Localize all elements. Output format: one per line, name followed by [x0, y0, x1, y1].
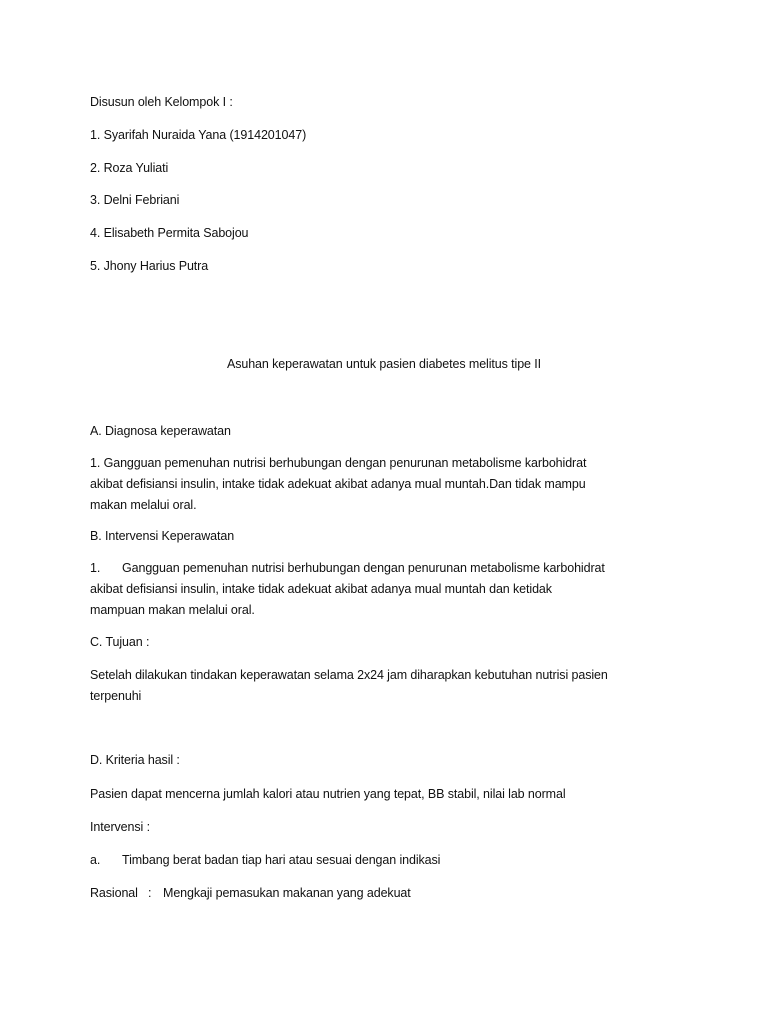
intervensi-item-text: Timbang berat badan tiap hari atau sesuai dengan indikasi [122, 853, 441, 867]
intervensi-heading: Intervensi : [90, 820, 150, 834]
section-b-item [90, 558, 610, 621]
author-item-2: 2. Roza Yuliati [90, 161, 169, 175]
section-c-text: Setelah dilakukan tindakan keperawatan selama 2x24 jam diharapkan kebutuhan nutrisi pasien terpenuhi [90, 668, 608, 703]
section-b-item-text: Gangguan pemenuhan nutrisi berhubungan dengan penurunan metabolisme karbohidrat akibat defisiansi insulin, intake tidak adekuat akibat adanya mual muntah dan ketidak mampuan makan melalui oral. [90, 561, 605, 617]
author-item-1: 1. Syarifah Nuraida Yana (1914201047) [90, 128, 307, 142]
intervensi-item-a [90, 850, 440, 871]
rasional-line [90, 883, 411, 904]
author-item-5: 5. Jhony Harius Putra [90, 259, 209, 273]
document-title: Asuhan keperawatan untuk pasien diabetes melitus tipe II [226, 357, 542, 371]
author-item-4: 4. Elisabeth Permita Sabojou [90, 226, 249, 240]
section-a-heading: A. Diagnosa keperawatan [90, 424, 231, 438]
rasional-label: Rasional : [90, 886, 152, 900]
section-d-text: Pasien dapat mencerna jumlah kalori atau nutrien yang tepat, BB stabil, nilai lab normal [90, 787, 566, 801]
intervensi-item-letter: a. [90, 853, 101, 867]
rasional-text: Mengkaji pemasukan makanan yang adekuat [163, 886, 411, 900]
section-b-heading: B. Intervensi Keperawatan [90, 529, 235, 543]
section-b-item-number: 1. [90, 561, 101, 575]
section-a-item: 1. Gangguan pemenuhan nutrisi berhubungan dengan penurunan metabolisme karbohidrat akibat defisiansi insulin, intake tidak adekuat akibat adanya mual muntah.Dan tidak mampu makan melalui oral. [90, 456, 587, 512]
section-d-heading: D. Kriteria hasil : [90, 753, 180, 767]
author-item-3: 3. Delni Febriani [90, 193, 180, 207]
authors-heading: Disusun oleh Kelompok I : [90, 95, 233, 109]
section-c-heading: C. Tujuan : [90, 635, 150, 649]
